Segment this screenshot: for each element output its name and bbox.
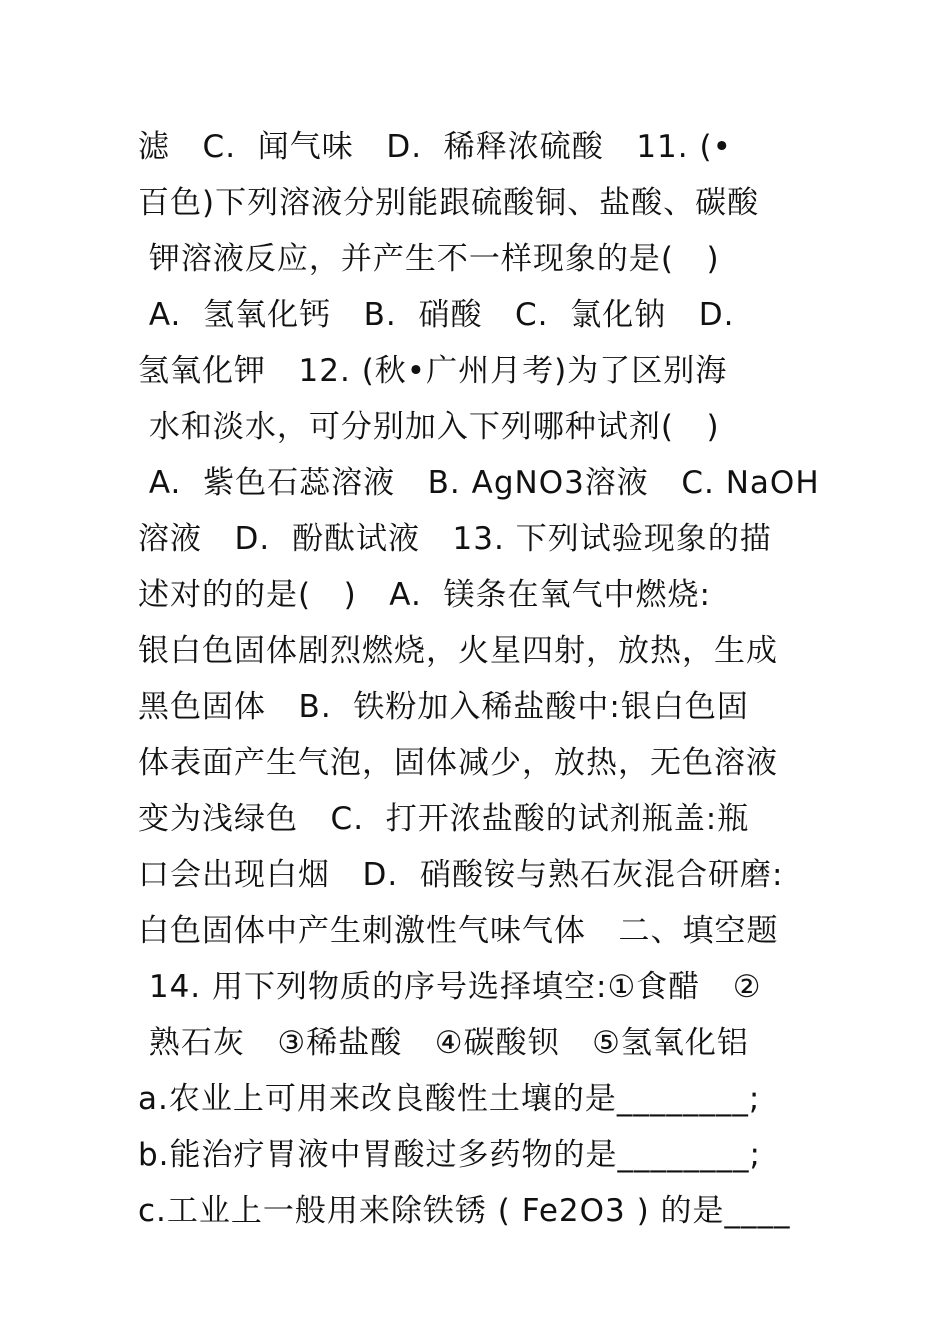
text-line: 黑色固体 B. 铁粉加入稀盐酸中:银白色固 (138, 689, 749, 725)
text-line: 溶液 D. 酚酞试液 13. 下列试验现象的描 (138, 521, 772, 557)
text-line: 体表面产生气泡，固体减少，放热，无色溶液 (138, 745, 778, 781)
text-line: 氢氧化钾 12. (秋•广州月考)为了区别海 (138, 353, 728, 389)
text-line: A. 紫色石蕊溶液 B. AgNO3溶液 C. NaOH (138, 465, 820, 501)
text-line: 14. 用下列物质的序号选择填空:①食醋 ② (138, 969, 762, 1005)
text-line: c.工业上一般用来除铁锈 ( Fe2O3 ) 的是____ (138, 1193, 791, 1229)
text-line: 水和淡水，可分别加入下列哪种试剂( ) (138, 409, 720, 445)
text-line: b.能治疗胃液中胃酸过多药物的是________; (138, 1137, 761, 1173)
text-line: 变为浅绿色 C. 打开浓盐酸的试剂瓶盖:瓶 (138, 801, 750, 837)
text-line: 滤 C. 闻气味 D. 稀释浓硫酸 11. (• (138, 129, 732, 165)
text-line: a.农业上可用来改良酸性土壤的是________; (138, 1081, 761, 1117)
text-line: A. 氢氧化钙 B. 硝酸 C. 氯化钠 D. (138, 297, 735, 333)
text-line: 口会出现白烟 D. 硝酸铵与熟石灰混合研磨: (138, 857, 784, 893)
text-line: 银白色固体剧烈燃烧，火星四射，放热，生成 (138, 633, 778, 669)
text-line: 百色)下列溶液分别能跟硫酸铜、盐酸、碳酸 (138, 185, 760, 221)
text-line: 述对的的是( ) A. 镁条在氧气中燃烧: (138, 577, 711, 613)
text-line: 白色固体中产生刺激性气味气体 二、填空题 (138, 913, 779, 949)
text-line: 熟石灰 ③稀盐酸 ④碳酸钡 ⑤氢氧化铝 (138, 1025, 749, 1061)
text-line: 钾溶液反应，并产生不一样现象的是( ) (138, 241, 720, 277)
